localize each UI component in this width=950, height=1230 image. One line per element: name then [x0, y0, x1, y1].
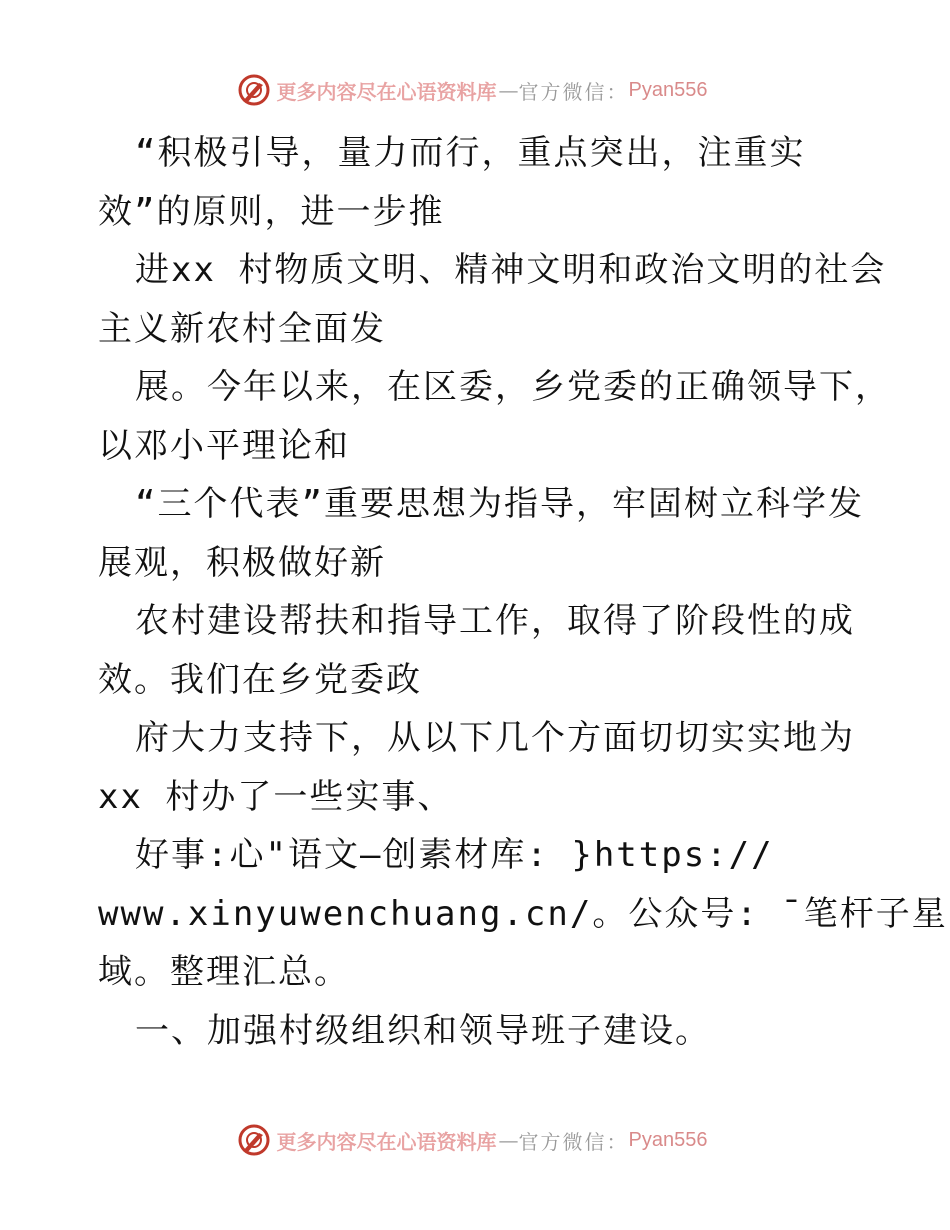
text-line-1: “积极引导，量力而行，重点突出，注重实	[135, 133, 806, 173]
watermark-sub-text: 官方微信：	[518, 79, 629, 104]
document-body	[98, 124, 948, 1060]
watermark-main-text: 更多内容尽在心语资料库	[276, 1129, 497, 1154]
text-line-10: 效。我们在乡党委政	[98, 659, 422, 700]
text-line-4: 主义新农村全面发	[98, 308, 386, 349]
watermark-separator: —	[498, 78, 519, 102]
text-line-9: 农村建设帮扶和指导工作，取得了阶段性的成	[135, 601, 855, 641]
text-line-2: 效”的原则，进一步推	[98, 191, 445, 232]
text-line-16: 一、加强村级组织和领导班子建设。	[135, 1010, 711, 1051]
watermark-id: Pyan556	[628, 1128, 708, 1151]
text-line-12: xx 村办了一些实事、	[98, 776, 454, 817]
logo-icon	[237, 73, 271, 107]
text-line-7: “三个代表”重要思想为指导，牢固树立科学发	[135, 484, 864, 524]
footer-watermark	[0, 1120, 950, 1160]
text-line-11: 府大力支持下，从以下几个方面切切实实地为	[135, 718, 855, 758]
text-line-15: 域。整理汇总。	[98, 952, 350, 992]
text-line-6: 以邓小平理论和	[98, 425, 350, 466]
text-line-3: 进xx 村物质文明、精神文明和政治文明的社会	[135, 250, 887, 290]
text-line-5: 展。今年以来，在区委，乡党委的正确领导下，	[135, 367, 891, 407]
text-line-13: 好事:心"语文—创素材库: }https://	[135, 835, 774, 875]
text-line-14: www.xinyuwenchuang.cn/。公众号: ¯笔杆子星	[98, 893, 948, 934]
watermark-sub-text: 官方微信：	[518, 1129, 629, 1154]
text-line-8: 展观，积极做好新	[98, 542, 386, 583]
watermark-id: Pyan556	[628, 78, 708, 101]
header-watermark	[0, 70, 950, 110]
watermark-main-text: 更多内容尽在心语资料库	[276, 79, 497, 104]
watermark-separator: —	[498, 1128, 519, 1152]
logo-icon	[237, 1123, 271, 1157]
